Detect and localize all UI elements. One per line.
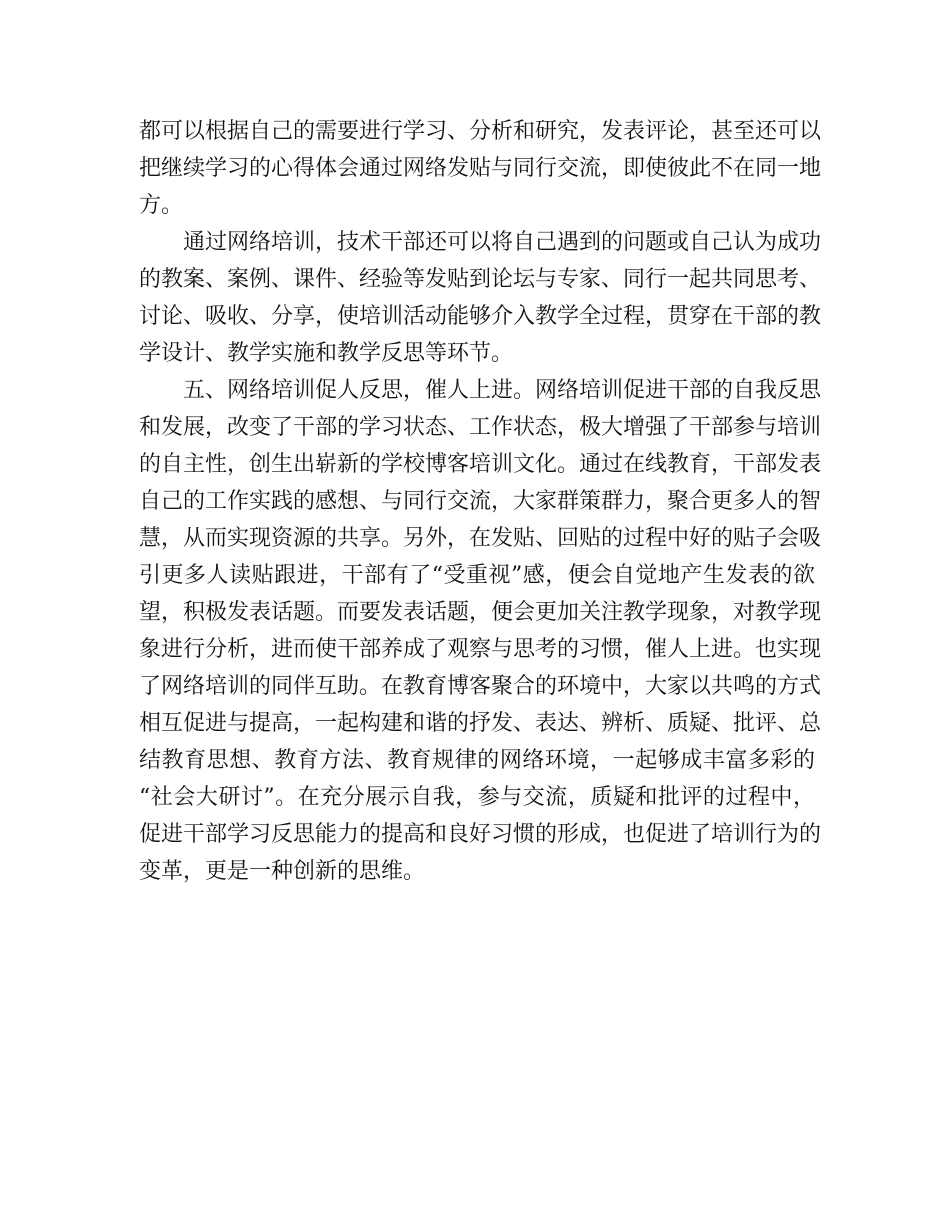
text-line: 变革，更是一种创新的思维。 [139,859,426,884]
text-line: 的自主性，创生出崭新的学校博客培训文化。通过在线教育，干部发表 [139,452,822,477]
text-line: 望，积极发表话题。而要发表话题，便会更加关注教学现象，对教学现 [139,600,822,625]
text-line: 象进行分析，进而使干部养成了观察与思考的习惯，催人上进。也实现 [139,637,822,662]
text-line: “社会大研讨”。在充分展示自我，参与交流，质疑和批评的过程中， [139,785,815,810]
text-line: 讨论、吸收、分享，使培训活动能够介入教学全过程，贯穿在干部的教 [139,304,822,329]
text-line: 的教案、案例、课件、经验等发贴到论坛与专家、同行一起共同思考、 [139,267,822,292]
text-line: 方。 [139,193,184,218]
text-line: 慧，从而实现资源的共享。另外，在发贴、回贴的过程中好的贴子会吸 [139,526,822,551]
text-line: 通过网络培训，技术干部还可以将自己遇到的问题或自己认为成功 [183,230,822,255]
paragraph-1 [139,113,822,224]
text-line: 都可以根据自己的需要进行学习、分析和研究，发表评论，甚至还可以 [139,119,822,144]
text-line: 促进干部学习反思能力的提高和良好习惯的形成，也促进了培训行为的 [139,822,822,847]
text-line: 五、网络培训促人反思，催人上进。网络培训促进干部的自我反思 [183,378,822,403]
document-body [139,113,822,890]
paragraph-3 [139,372,822,890]
paragraph-2 [139,224,822,372]
text-line: 相互促进与提高，一起构建和谐的抒发、表达、辨析、质疑、批评、总 [139,711,822,736]
text-line: 结教育思想、教育方法、教育规律的网络环境，一起够成丰富多彩的 [139,748,815,773]
text-line: 自己的工作实践的感想、与同行交流，大家群策群力，聚合更多人的智 [139,489,822,514]
text-line: 和发展，改变了干部的学习状态、工作状态，极大增强了干部参与培训 [139,415,822,440]
text-line: 了网络培训的同伴互助。在教育博客聚合的环境中，大家以共鸣的方式 [139,674,822,699]
text-line: 引更多人读贴跟进，干部有了“受重视”感，便会自觉地产生发表的欲 [139,563,815,588]
text-line: 把继续学习的心得体会通过网络发贴与同行交流，即使彼此不在同一地 [139,156,822,181]
text-line: 学设计、教学实施和教学反思等环节。 [139,341,514,366]
